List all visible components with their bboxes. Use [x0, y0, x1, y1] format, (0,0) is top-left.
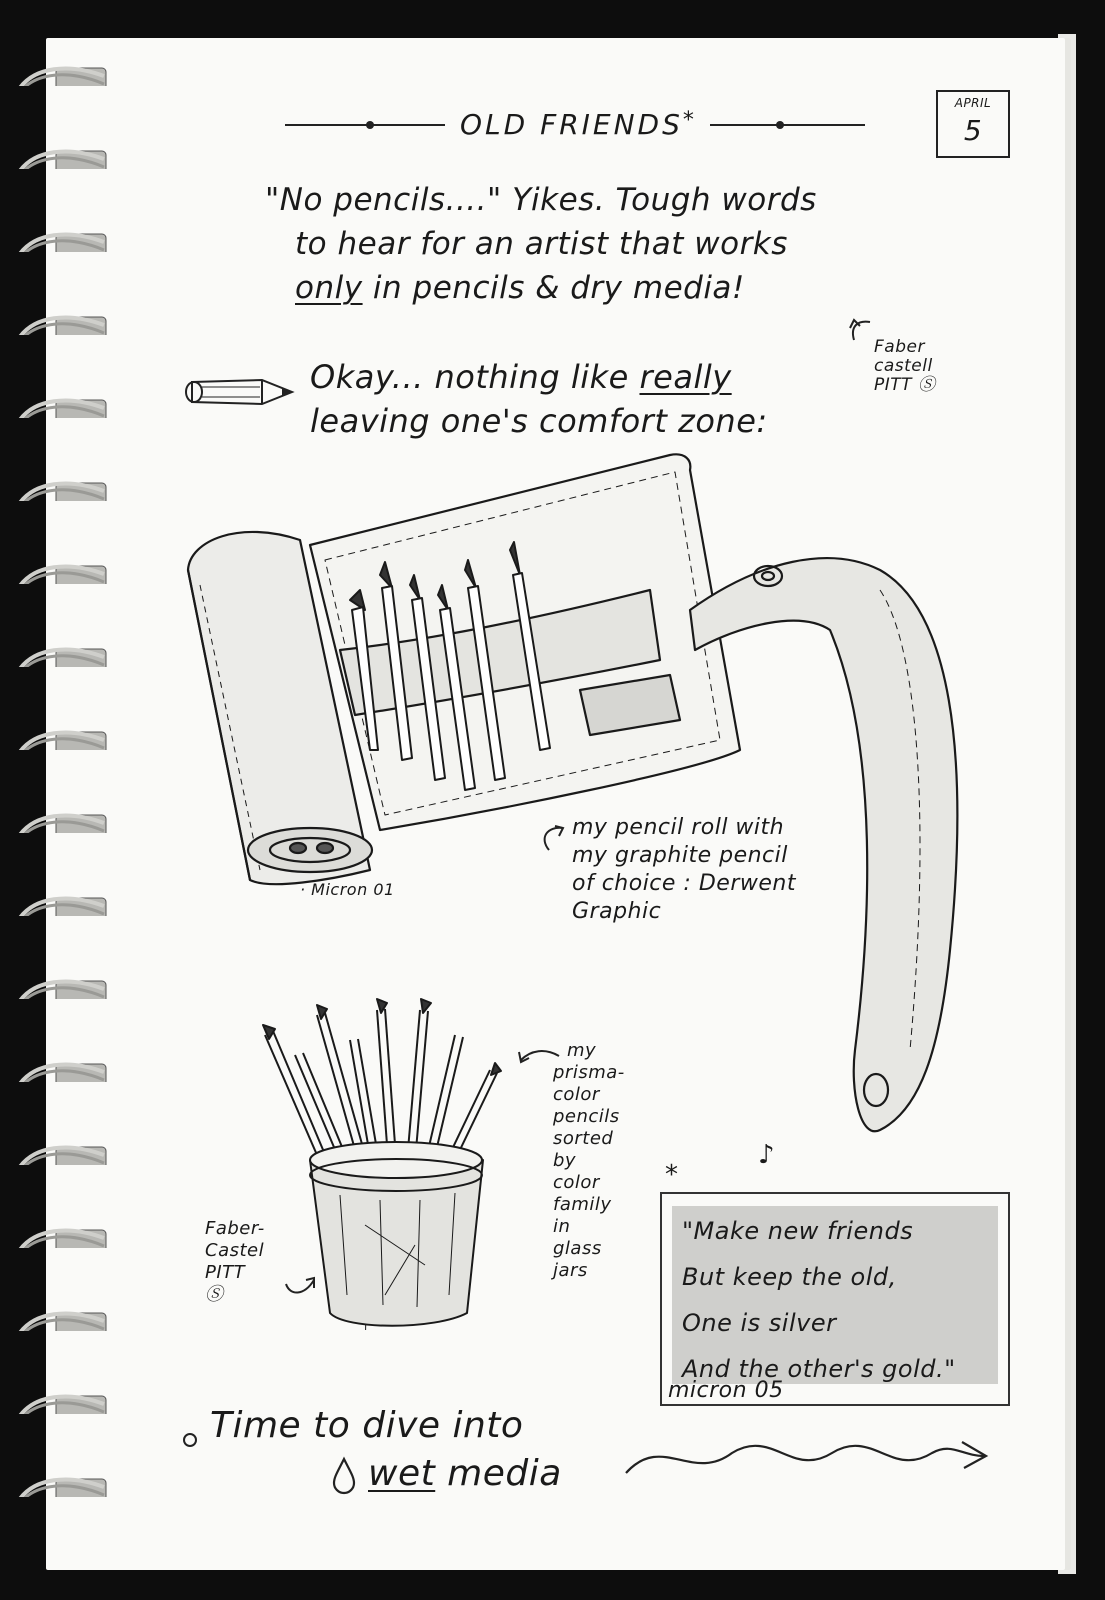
side-note-line: castell [874, 356, 933, 376]
intro-line: to hear for an artist that works [295, 226, 788, 262]
date-month: APRIL [954, 96, 992, 110]
caption-line: in [553, 1216, 571, 1237]
side-note-line: Castel [205, 1240, 265, 1261]
side-note-pitt-bottom [205, 1218, 265, 1306]
caption-line: my graphite pencil [572, 843, 788, 868]
bottom-line-2: wet media [368, 1453, 562, 1494]
pencil-roll-caption [572, 814, 796, 926]
pencil-icon [182, 372, 300, 412]
spiral-coil [12, 1143, 108, 1165]
spiral-coil [12, 396, 108, 418]
side-note-line: Ⓢ [205, 1284, 224, 1305]
music-note-icon: ♪ [758, 1140, 776, 1170]
curved-arrow-icon [282, 1270, 322, 1300]
okay-line: leaving one's comfort zone: [310, 402, 768, 440]
spiral-coil [12, 230, 108, 252]
spiral-coil [12, 728, 108, 750]
side-note-pitt-top [874, 338, 935, 395]
spiral-coil [12, 479, 108, 501]
side-note-line: PITT Ⓢ [874, 375, 936, 395]
caption-line: my pencil roll with [572, 815, 785, 840]
date-box [936, 90, 1010, 158]
water-drop-icon [330, 1455, 358, 1495]
side-note-line: PITT [205, 1262, 246, 1283]
spiral-coil [12, 811, 108, 833]
caption-line: sorted [553, 1128, 614, 1149]
asterisk-mark: * [665, 1160, 679, 1190]
quote-line: But keep the old, [682, 1263, 897, 1291]
spiral-coil [12, 645, 108, 667]
intro-line: only in pencils & dry media! [295, 270, 745, 306]
spiral-coil [12, 977, 108, 999]
spiral-coil [12, 1475, 108, 1497]
curved-arrow-icon [535, 822, 569, 856]
date-day: 5 [963, 114, 983, 147]
wavy-arrow-icon [622, 1428, 994, 1488]
spiral-coil [12, 1392, 108, 1414]
caption-line: color [553, 1084, 600, 1105]
intro-paragraph [265, 178, 905, 310]
okay-paragraph [310, 355, 870, 443]
caption-line: Graphic [572, 899, 662, 924]
caption-line: my [567, 1040, 597, 1061]
spiral-coil [12, 1226, 108, 1248]
caption-line: of choice : Derwent [572, 871, 796, 896]
caption-line: by [553, 1150, 577, 1171]
intro-line: "No pencils...." Yikes. Tough words [265, 182, 817, 218]
quote-line: One is silver [682, 1309, 837, 1337]
spiral-coil [12, 1309, 108, 1331]
caption-line: jars [553, 1260, 588, 1281]
micron-01-label: · Micron 01 [300, 880, 395, 899]
spiral-coil [12, 1060, 108, 1082]
micron-05-label: micron 05 [668, 1378, 784, 1403]
spiral-coil [12, 313, 108, 335]
spiral-coil [12, 147, 108, 169]
bullet-circle-icon [180, 1430, 200, 1450]
spiral-coil [12, 64, 108, 86]
quote-line: "Make new friends [682, 1217, 914, 1245]
bottom-line-1: Time to dive into [210, 1405, 524, 1446]
okay-line: Okay... nothing like really [310, 358, 732, 396]
quote-line: And the other's gold." [682, 1355, 956, 1383]
spiral-coil [12, 562, 108, 584]
caption-line: prisma- [553, 1062, 625, 1083]
caption-line: pencils [553, 1106, 620, 1127]
prisma-caption [553, 1040, 625, 1282]
page-title: OLD FRIENDS* [460, 108, 697, 141]
quote-text [682, 1208, 1000, 1392]
caption-line: family [553, 1194, 612, 1215]
side-note-line: Faber [874, 337, 925, 357]
caption-line: glass [553, 1238, 602, 1259]
spiral-coil [12, 894, 108, 916]
side-note-line: Faber- [205, 1218, 265, 1239]
quote-box [660, 1192, 1010, 1406]
caption-line: color [553, 1172, 600, 1193]
